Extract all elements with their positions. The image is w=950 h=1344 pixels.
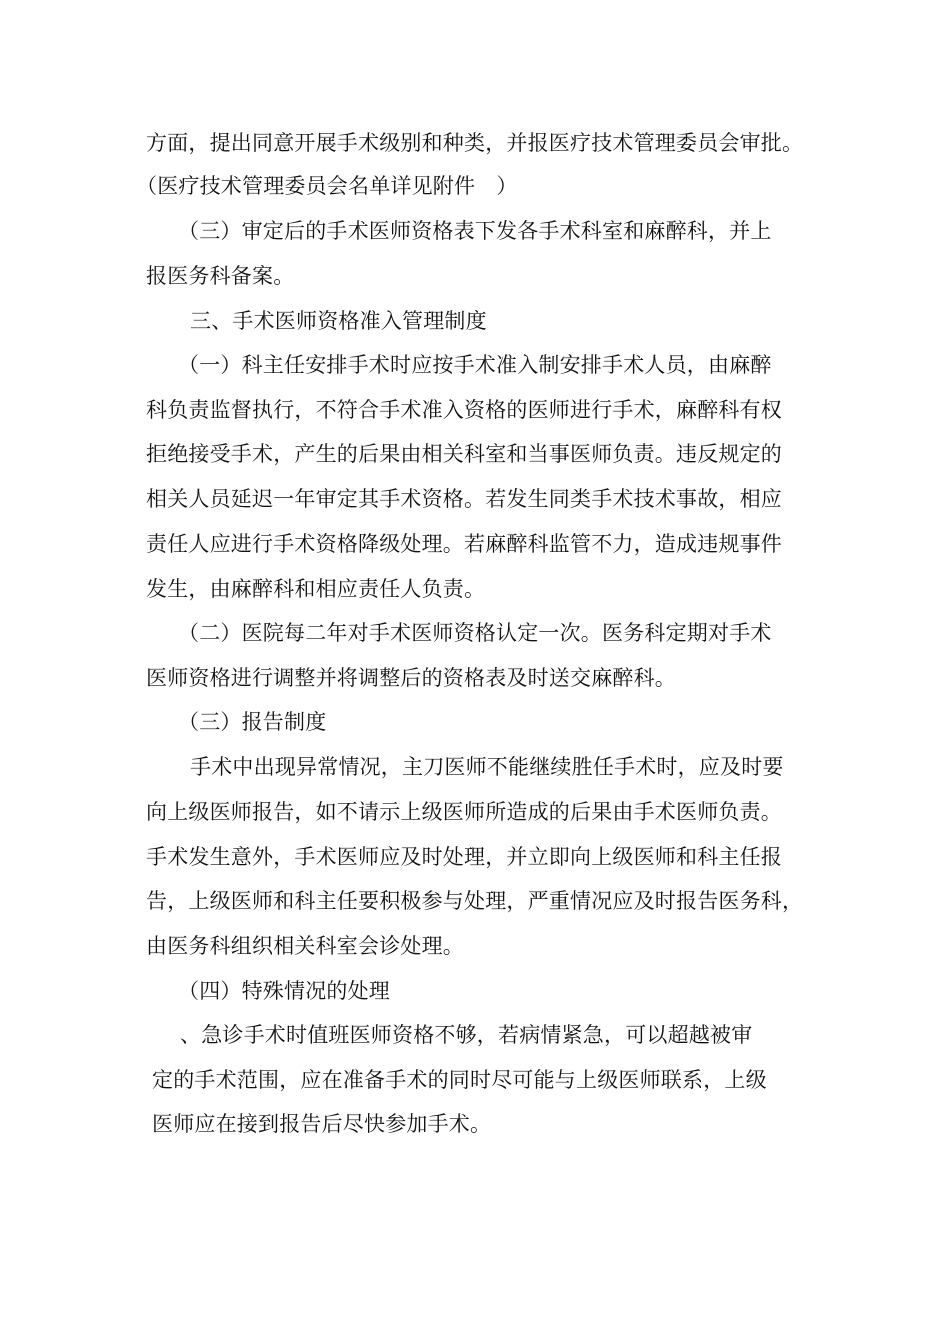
paragraph-line: 相关人员延迟一年审定其手术资格。若发生同类手术技术事故，相应 bbox=[146, 487, 782, 511]
paragraph-line: 由医务科组织相关科室会诊处理。 bbox=[146, 934, 464, 958]
paragraph-line: （二）医院每二年对手术医师资格认定一次。医务科定期对手术 bbox=[178, 621, 772, 645]
paragraph-line: （医疗技术管理委员会名单详见附件 ） bbox=[136, 174, 518, 198]
paragraph-line: （一）科主任安排手术时应按手术准入制安排手术人员，由麻醉 bbox=[178, 353, 772, 377]
paragraph-line: 医师资格进行调整并将调整后的资格表及时送交麻醉科。 bbox=[146, 666, 676, 690]
paragraph-line: 拒绝接受手术，产生的后果由相关科室和当事医师负责。违反规定的 bbox=[146, 442, 782, 466]
paragraph-line: （三）审定后的手术医师资格表下发各手术科室和麻醉科，并上 bbox=[178, 219, 772, 243]
paragraph-line: 定的手术范围，应在准备手术的同时尽可能与上级医师联系，上级 bbox=[152, 1068, 767, 1092]
paragraph-line: 告，上级医师和科主任要积极参与处理，严重情况应及时报告医务科， bbox=[146, 889, 804, 913]
paragraph-line: 向上级医师报告，如不请示上级医师所造成的后果由手术医师负责。 bbox=[146, 800, 782, 824]
subsection-heading: （三）报告制度 bbox=[178, 710, 327, 734]
paragraph-line: 手术发生意外，手术医师应及时处理，并立即向上级医师和科主任报 bbox=[146, 845, 782, 869]
section-heading: 三、手术医师资格准入管理制度 bbox=[190, 309, 487, 333]
paragraph-line: 责任人应进行手术资格降级处理。若麻醉科监管不力，造成违规事件 bbox=[146, 532, 782, 556]
paragraph-line: 科负责监督执行，不符合手术准入资格的医师进行手术，麻醉科有权 bbox=[146, 398, 782, 422]
paragraph-line: 报医务科备案。 bbox=[146, 264, 295, 288]
paragraph-line: 方面，提出同意开展手术级别和种类，并报医疗技术管理委员会审批。 bbox=[146, 131, 804, 155]
subsection-heading: （四）特殊情况的处理 bbox=[178, 979, 390, 1003]
paragraph-line: 、急诊手术时值班医师资格不够，若病情紧急，可以超越被审 bbox=[180, 1023, 753, 1047]
paragraph-line: 发生，由麻醉科和相应责任人负责。 bbox=[146, 577, 486, 601]
paragraph-line: 医师应在接到报告后尽快参加手术。 bbox=[152, 1112, 492, 1136]
paragraph-line: 手术中出现异常情况，主刀医师不能继续胜任手术时，应及时要 bbox=[190, 755, 784, 779]
